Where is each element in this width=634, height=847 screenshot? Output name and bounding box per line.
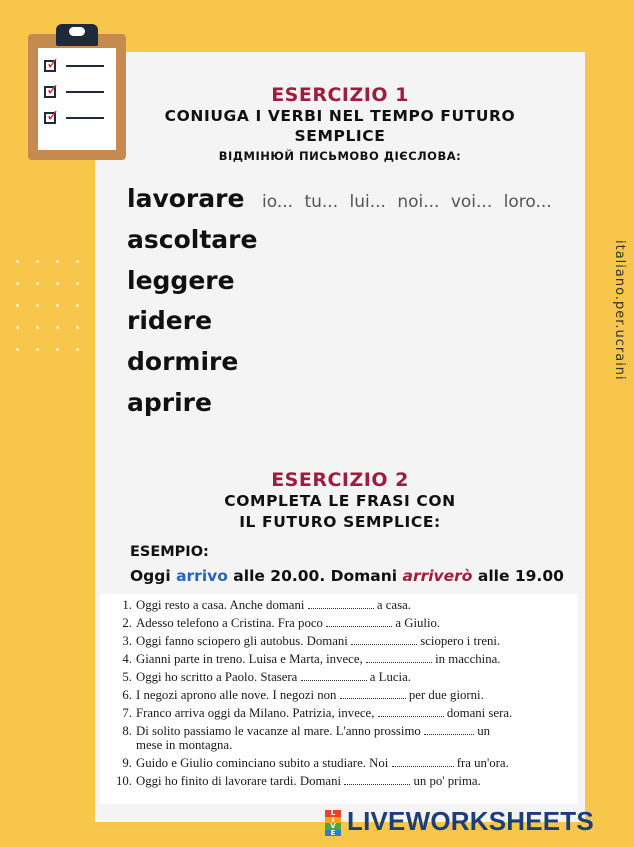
verb-ascoltare: ascoltare bbox=[127, 225, 258, 254]
list-item: 1. Oggi resto a casa. Anche domani a casa. bbox=[122, 598, 411, 612]
answer-blank[interactable] bbox=[351, 635, 417, 645]
answer-blank[interactable] bbox=[340, 689, 406, 699]
answer-blank[interactable] bbox=[344, 775, 410, 785]
decorative-dot bbox=[76, 304, 79, 307]
exercise-2-instruction-cont: IL FUTURO SEMPLICE: bbox=[239, 513, 441, 531]
example-label: ESEMPIO: bbox=[130, 544, 209, 560]
exercise-1-title: ESERCIZIO 1 bbox=[271, 84, 409, 106]
decorative-dot bbox=[76, 260, 79, 263]
example-sentence: Oggi arrivo alle 20.00. Domani arriverò alle 19.00 bbox=[130, 567, 564, 585]
decorative-dot bbox=[56, 282, 59, 285]
exercise-2-instruction: COMPLETA LE FRASI CON bbox=[224, 492, 456, 510]
verb-aprire: aprire bbox=[127, 388, 212, 417]
list-item: 4. Gianni parte in treno. Luisa e Marta, invece, in macchina. bbox=[122, 652, 501, 666]
decorative-dots bbox=[16, 260, 84, 360]
badge-letter: E bbox=[325, 830, 341, 837]
decorative-dot bbox=[76, 282, 79, 285]
decorative-dot bbox=[16, 282, 19, 285]
live-badge-icon bbox=[325, 810, 341, 836]
badge-letter: V bbox=[325, 823, 341, 830]
answer-blank[interactable] bbox=[326, 617, 392, 627]
verb-dormire: dormire bbox=[127, 347, 239, 376]
brand-name: LIVEWORKSHEETS bbox=[347, 806, 594, 836]
example-future-verb: arriverò bbox=[402, 567, 473, 585]
list-item: 6. I negozi aprono alle nove. I negozi non per due giorni. bbox=[122, 688, 484, 702]
list-item: 5. Oggi ho scritto a Paolo. Stasera a Lucia. bbox=[122, 670, 411, 684]
decorative-dot bbox=[16, 260, 19, 263]
verb-leggere: leggere bbox=[127, 266, 235, 295]
liveworksheets-logo bbox=[325, 806, 625, 840]
exercise-1-instruction-cont: SEMPLICE bbox=[294, 127, 386, 145]
decorative-dot bbox=[56, 326, 59, 329]
badge-letter: I bbox=[325, 817, 341, 824]
exercise-2-sentences bbox=[100, 594, 578, 804]
decorative-dot bbox=[36, 348, 39, 351]
verb-lavorare: lavorare bbox=[127, 184, 245, 213]
decorative-dot bbox=[56, 348, 59, 351]
example-present-verb: arrivo bbox=[176, 567, 228, 585]
list-item: 10. Oggi ho finito di lavorare tardi. Domani un po' prima. bbox=[116, 774, 481, 788]
answer-blank[interactable] bbox=[366, 653, 432, 663]
badge-letter: L bbox=[325, 810, 341, 817]
decorative-dot bbox=[16, 326, 19, 329]
exercise-1-instruction: CONIUGA I VERBI NEL TEMPO FUTURO bbox=[164, 107, 516, 125]
decorative-dot bbox=[76, 326, 79, 329]
decorative-dot bbox=[36, 260, 39, 263]
decorative-dot bbox=[76, 348, 79, 351]
verb-ridere: ridere bbox=[127, 306, 213, 335]
list-item: 9. Guido e Giulio cominciano subito a studiare. Noi fra un'ora. bbox=[122, 756, 509, 770]
decorative-dot bbox=[16, 348, 19, 351]
decorative-dot bbox=[36, 282, 39, 285]
answer-blank[interactable] bbox=[378, 707, 444, 717]
side-label: italiano.per.ucraini bbox=[612, 240, 627, 381]
answer-blank[interactable] bbox=[424, 725, 474, 735]
decorative-dot bbox=[56, 304, 59, 307]
answer-blank[interactable] bbox=[301, 671, 367, 681]
clipboard-checklist-icon: ✓ ✓ ✓ bbox=[28, 30, 126, 160]
list-item: 2. Adesso telefono a Cristina. Fra poco a Giulio. bbox=[122, 616, 441, 630]
decorative-dot bbox=[36, 326, 39, 329]
exercise-2-title: ESERCIZIO 2 bbox=[271, 469, 409, 491]
decorative-dot bbox=[16, 304, 19, 307]
list-item: 3. Oggi fanno sciopero gli autobus. Domani sciopero i treni. bbox=[122, 634, 501, 648]
answer-blank[interactable] bbox=[308, 599, 374, 609]
exercise-1-instruction-ukrainian: ВІДМІНЮЙ ПИСЬМОВО ДІЄСЛОВА: bbox=[218, 149, 462, 163]
pronoun-prompts: io... tu... lui... noi... voi... loro... bbox=[262, 192, 552, 212]
list-item: 7. Franco arriva oggi da Milano. Patrizia, invece, domani sera. bbox=[122, 706, 513, 720]
decorative-dot bbox=[56, 260, 59, 263]
answer-blank[interactable] bbox=[392, 757, 454, 767]
decorative-dot bbox=[36, 304, 39, 307]
list-item: 8. Di solito passiamo le vacanze al mare. L'anno prossimo un mese in montagna. bbox=[122, 724, 491, 752]
